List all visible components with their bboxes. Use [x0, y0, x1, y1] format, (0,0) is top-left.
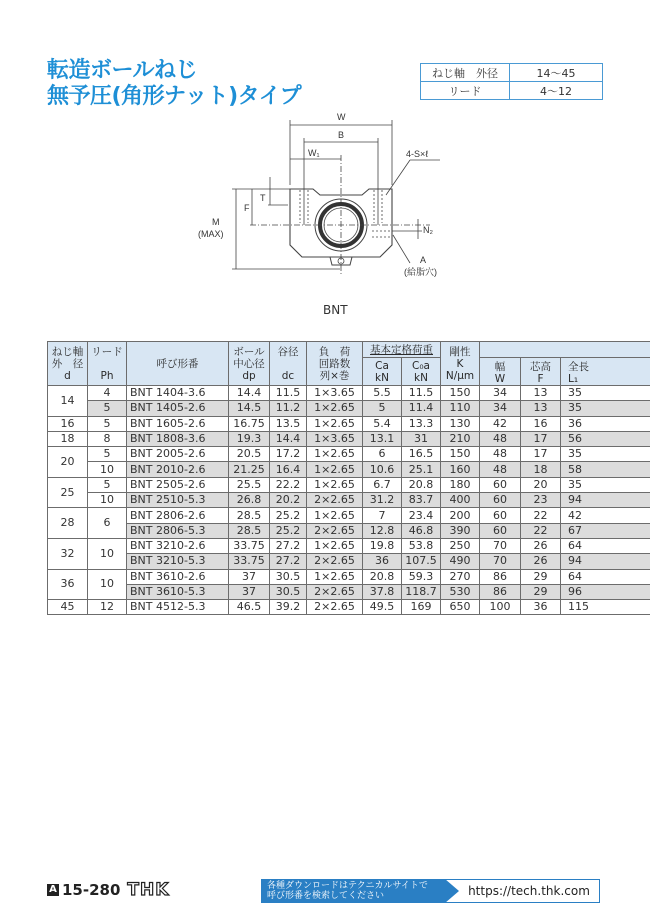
cell-dc: 30.5 [270, 584, 307, 599]
cell-ca: 5.4 [363, 416, 402, 431]
table-row [48, 401, 650, 416]
cell-model: BNT 1405-2.6 [127, 401, 229, 416]
cell-ph: 6 [88, 508, 127, 539]
cell-c0a: 31 [402, 431, 441, 446]
col-header-shaft-diameter [48, 342, 88, 386]
dim-label-w1: W₁ [308, 148, 320, 158]
header-text: 負 荷 [318, 345, 351, 358]
table-row [48, 569, 650, 584]
cell-d: 14 [48, 386, 88, 417]
header-text: リード [91, 345, 123, 358]
header-text: 谷径 [277, 345, 299, 358]
cell-ca: 7 [363, 508, 402, 523]
page-number: 15-280 [62, 881, 121, 899]
drawing-caption: BNT [323, 303, 348, 317]
cell-k: 400 [441, 493, 480, 508]
table-row [48, 538, 650, 553]
spec-label: ねじ軸 外径 [421, 64, 510, 82]
cell-dp: 25.5 [229, 477, 270, 492]
header-text: 列×巻 [319, 369, 350, 382]
cell-dp: 28.5 [229, 523, 270, 538]
cell-l1: 96 [561, 584, 650, 599]
table-row [48, 554, 650, 569]
cell-w: 60 [480, 493, 521, 508]
cell-k: 180 [441, 477, 480, 492]
cell-ph: 5 [88, 416, 127, 431]
cell-dc: 25.2 [270, 508, 307, 523]
dim-label-n2: N₂ [423, 225, 433, 235]
cell-ca: 10.6 [363, 462, 402, 477]
tech-site-link[interactable]: https://tech.thk.com [445, 879, 600, 903]
cell-f: 13 [521, 401, 561, 416]
download-banner[interactable] [261, 879, 600, 903]
cell-l1: 35 [561, 386, 650, 401]
cell-k: 250 [441, 538, 480, 553]
cell-dp: 21.25 [229, 462, 270, 477]
cell-w: 34 [480, 386, 521, 401]
cell-circuits: 1×2.65 [307, 569, 363, 584]
dimension-drawing [180, 105, 460, 285]
cell-dp: 19.3 [229, 431, 270, 446]
cell-circuits: 1×3.65 [307, 431, 363, 446]
cell-w: 42 [480, 416, 521, 431]
cell-l1: 64 [561, 569, 650, 584]
cell-f: 20 [521, 477, 561, 492]
cell-d: 45 [48, 600, 88, 615]
cell-c0a: 13.3 [402, 416, 441, 431]
header-spacer [270, 358, 306, 370]
header-text: kN [375, 371, 389, 384]
cell-c0a: 23.4 [402, 508, 441, 523]
cell-ca: 6.7 [363, 477, 402, 492]
dim-label-m: M [212, 217, 220, 227]
header-text: C₀a [412, 359, 430, 372]
col-header-width [480, 358, 521, 386]
header-text: L₁ [568, 373, 579, 385]
cell-dp: 46.5 [229, 600, 270, 615]
header-text: K [456, 357, 464, 370]
header-text: 回路数 [318, 357, 351, 370]
cell-k: 200 [441, 508, 480, 523]
dim-label-s: 4-S×ℓ [406, 149, 429, 159]
table-row [48, 477, 650, 492]
cell-dp: 14.5 [229, 401, 270, 416]
cell-f: 17 [521, 447, 561, 462]
cell-circuits: 1×2.65 [307, 462, 363, 477]
cell-c0a: 11.4 [402, 401, 441, 416]
header-text: kN [414, 371, 428, 384]
cell-ca: 5.5 [363, 386, 402, 401]
cell-ca: 31.2 [363, 493, 402, 508]
cell-ca: 36 [363, 554, 402, 569]
cell-dc: 11.2 [270, 401, 307, 416]
cell-d: 36 [48, 569, 88, 600]
spec-value: 4～12 [510, 82, 603, 100]
header-text: Ca [375, 359, 389, 372]
cell-model: BNT 3610-5.3 [127, 584, 229, 599]
spec-label: リード [421, 82, 510, 100]
cell-f: 16 [521, 416, 561, 431]
spec-row-shaft-diameter [421, 64, 603, 82]
header-text: 芯高 [530, 361, 551, 373]
header-text: ねじ軸 [51, 345, 84, 358]
cell-k: 210 [441, 431, 480, 446]
cell-ca: 37.8 [363, 584, 402, 599]
table-row [48, 508, 650, 523]
cell-model: BNT 2806-2.6 [127, 508, 229, 523]
section-badge: A [47, 884, 59, 896]
col-header-model: 呼び形番 [127, 342, 229, 386]
dim-label-a: A [420, 255, 427, 265]
cell-w: 100 [480, 600, 521, 615]
cell-w: 70 [480, 538, 521, 553]
cell-ph: 10 [88, 462, 127, 477]
cell-c0a: 118.7 [402, 584, 441, 599]
cell-f: 29 [521, 569, 561, 584]
cell-model: BNT 3210-2.6 [127, 538, 229, 553]
table-row [48, 493, 650, 508]
cell-f: 29 [521, 584, 561, 599]
table-row [48, 386, 650, 401]
cell-dc: 13.5 [270, 416, 307, 431]
brand-logo: THK [127, 880, 170, 900]
header-text: 中心径 [233, 357, 265, 370]
cell-w: 86 [480, 584, 521, 599]
header-text: dp [242, 369, 256, 382]
cell-ph: 8 [88, 431, 127, 446]
cell-l1: 36 [561, 416, 650, 431]
cell-dc: 17.2 [270, 447, 307, 462]
col-header-root-dia [270, 342, 307, 386]
cell-f: 18 [521, 462, 561, 477]
cell-model: BNT 2510-5.3 [127, 493, 229, 508]
cell-dp: 20.5 [229, 447, 270, 462]
col-header-nut-dims-group [480, 342, 650, 358]
cell-dp: 33.75 [229, 538, 270, 553]
col-header-ca [363, 358, 402, 386]
col-header-ball-center-dia [229, 342, 270, 386]
cell-c0a: 16.5 [402, 447, 441, 462]
table-row [48, 416, 650, 431]
cell-l1: 35 [561, 477, 650, 492]
cell-l1: 94 [561, 493, 650, 508]
cell-circuits: 1×2.65 [307, 538, 363, 553]
cell-circuits: 1×2.65 [307, 477, 363, 492]
cell-f: 26 [521, 554, 561, 569]
cell-k: 390 [441, 523, 480, 538]
cell-c0a: 25.1 [402, 462, 441, 477]
cell-dp: 37 [229, 569, 270, 584]
page-title [47, 58, 301, 110]
cell-w: 48 [480, 462, 521, 477]
spec-value: 14～45 [510, 64, 603, 82]
cell-dc: 14.4 [270, 431, 307, 446]
cell-ph: 10 [88, 538, 127, 569]
cell-model: BNT 2806-5.3 [127, 523, 229, 538]
col-header-rated-load: 基本定格荷重 [363, 342, 441, 358]
dim-label-f: F [244, 203, 250, 213]
cell-ph: 5 [88, 447, 127, 462]
cell-dp: 26.8 [229, 493, 270, 508]
title-line-2: 無予圧(角形ナット)タイプ [47, 84, 302, 109]
cell-l1: 67 [561, 523, 650, 538]
cell-circuits: 2×2.65 [307, 554, 363, 569]
cell-dc: 22.2 [270, 477, 307, 492]
col-header-length [561, 358, 650, 386]
cell-w: 86 [480, 569, 521, 584]
cell-dc: 27.2 [270, 538, 307, 553]
table-row [48, 447, 650, 462]
cell-dp: 28.5 [229, 508, 270, 523]
col-header-height [521, 358, 561, 386]
col-header-lead [88, 342, 127, 386]
dim-label-t: T [260, 193, 266, 203]
cell-k: 270 [441, 569, 480, 584]
cell-ph: 10 [88, 493, 127, 508]
cell-l1: 115 [561, 600, 650, 615]
cell-dc: 27.2 [270, 554, 307, 569]
cell-l1: 94 [561, 554, 650, 569]
cell-circuits: 1×2.65 [307, 508, 363, 523]
cell-k: 110 [441, 401, 480, 416]
header-text: ボール [233, 345, 265, 358]
cell-f: 36 [521, 600, 561, 615]
cell-k: 490 [441, 554, 480, 569]
cell-c0a: 107.5 [402, 554, 441, 569]
cell-k: 150 [441, 447, 480, 462]
table-row [48, 600, 650, 615]
page-number-footer [47, 880, 169, 900]
cell-c0a: 59.3 [402, 569, 441, 584]
header-text: 外 径 [51, 357, 84, 370]
cell-dc: 39.2 [270, 600, 307, 615]
spec-summary-box [420, 63, 603, 100]
cell-model: BNT 2005-2.6 [127, 447, 229, 462]
cell-d: 20 [48, 447, 88, 478]
cell-f: 23 [521, 493, 561, 508]
cell-ca: 6 [363, 447, 402, 462]
cell-ph: 10 [88, 569, 127, 600]
table-row [48, 523, 650, 538]
cell-circuits: 2×2.65 [307, 600, 363, 615]
cell-w: 60 [480, 523, 521, 538]
header-text: d [64, 369, 71, 382]
cell-c0a: 169 [402, 600, 441, 615]
cell-ph: 4 [88, 386, 127, 401]
cell-dc: 30.5 [270, 569, 307, 584]
download-note-line-1: 各種ダウンロードはテクニカルサイトで [267, 881, 428, 891]
cell-l1: 58 [561, 462, 650, 477]
col-header-circuits [307, 342, 363, 386]
cell-f: 22 [521, 523, 561, 538]
cell-model: BNT 3610-2.6 [127, 569, 229, 584]
cell-k: 530 [441, 584, 480, 599]
cell-c0a: 11.5 [402, 386, 441, 401]
cell-circuits: 2×2.65 [307, 523, 363, 538]
cell-ca: 49.5 [363, 600, 402, 615]
cell-c0a: 46.8 [402, 523, 441, 538]
cell-l1: 42 [561, 508, 650, 523]
cell-w: 48 [480, 431, 521, 446]
download-note-line-2: 呼び形番を検索してください [267, 891, 385, 901]
cell-model: BNT 4512-5.3 [127, 600, 229, 615]
cell-circuits: 1×3.65 [307, 386, 363, 401]
cell-ca: 5 [363, 401, 402, 416]
cell-l1: 35 [561, 447, 650, 462]
cell-circuits: 1×2.65 [307, 401, 363, 416]
spec-table-container [47, 341, 650, 615]
cell-model: BNT 2010-2.6 [127, 462, 229, 477]
cell-d: 28 [48, 508, 88, 539]
cell-ca: 13.1 [363, 431, 402, 446]
cell-dp: 16.75 [229, 416, 270, 431]
cell-model: BNT 1404-3.6 [127, 386, 229, 401]
dim-label-b: B [338, 130, 345, 140]
cell-dp: 33.75 [229, 554, 270, 569]
cell-dp: 37 [229, 584, 270, 599]
cell-ca: 19.8 [363, 538, 402, 553]
col-header-c0a [402, 358, 441, 386]
header-text: 幅 [494, 361, 506, 373]
spec-table-body [48, 386, 650, 615]
cell-w: 60 [480, 508, 521, 523]
table-row [48, 584, 650, 599]
dim-label-w: W [337, 112, 346, 122]
cell-ph: 5 [88, 477, 127, 492]
header-text: N/μm [445, 369, 475, 382]
header-text: dc [281, 369, 295, 382]
cell-model: BNT 1605-2.6 [127, 416, 229, 431]
cell-ph: 12 [88, 600, 127, 615]
cell-c0a: 20.8 [402, 477, 441, 492]
cell-ca: 20.8 [363, 569, 402, 584]
cell-k: 160 [441, 462, 480, 477]
cell-c0a: 53.8 [402, 538, 441, 553]
dim-label-grease-hole: (給脂穴) [404, 267, 437, 277]
header-text: 全長 [568, 361, 589, 373]
table-row [48, 462, 650, 477]
cell-circuits: 1×2.65 [307, 447, 363, 462]
cell-f: 13 [521, 386, 561, 401]
cell-model: BNT 2505-2.6 [127, 477, 229, 492]
header-spacer [88, 358, 126, 370]
header-text: 剛性 [449, 345, 471, 358]
cell-d: 25 [48, 477, 88, 508]
title-line-1: 転造ボールねじ [47, 58, 198, 83]
download-note [261, 879, 445, 903]
cell-c0a: 83.7 [402, 493, 441, 508]
cell-dc: 11.5 [270, 386, 307, 401]
cell-dc: 16.4 [270, 462, 307, 477]
cell-ca: 12.8 [363, 523, 402, 538]
cell-w: 48 [480, 447, 521, 462]
cell-w: 34 [480, 401, 521, 416]
header-text: Ph [100, 369, 114, 382]
cell-dp: 14.4 [229, 386, 270, 401]
table-row [48, 431, 650, 446]
cell-w: 70 [480, 554, 521, 569]
col-header-stiffness [441, 342, 480, 386]
header-text: W [494, 373, 506, 385]
cell-d: 16 [48, 416, 88, 431]
cell-f: 22 [521, 508, 561, 523]
cell-k: 130 [441, 416, 480, 431]
cell-model: BNT 3210-5.3 [127, 554, 229, 569]
spec-row-lead [421, 82, 603, 100]
spec-table [47, 341, 650, 615]
cell-l1: 64 [561, 538, 650, 553]
cell-f: 26 [521, 538, 561, 553]
cell-ph: 5 [88, 401, 127, 416]
cell-f: 17 [521, 431, 561, 446]
cell-model: BNT 1808-3.6 [127, 431, 229, 446]
cell-w: 60 [480, 477, 521, 492]
cell-circuits: 1×2.65 [307, 416, 363, 431]
cell-k: 150 [441, 386, 480, 401]
cell-d: 18 [48, 431, 88, 446]
cell-dc: 20.2 [270, 493, 307, 508]
header-text: F [537, 373, 544, 385]
cell-d: 32 [48, 538, 88, 569]
cell-k: 650 [441, 600, 480, 615]
cell-circuits: 2×2.65 [307, 493, 363, 508]
cell-dc: 25.2 [270, 523, 307, 538]
cell-l1: 56 [561, 431, 650, 446]
dim-label-max: (MAX) [198, 229, 224, 239]
cell-circuits: 2×2.65 [307, 584, 363, 599]
cell-l1: 35 [561, 401, 650, 416]
